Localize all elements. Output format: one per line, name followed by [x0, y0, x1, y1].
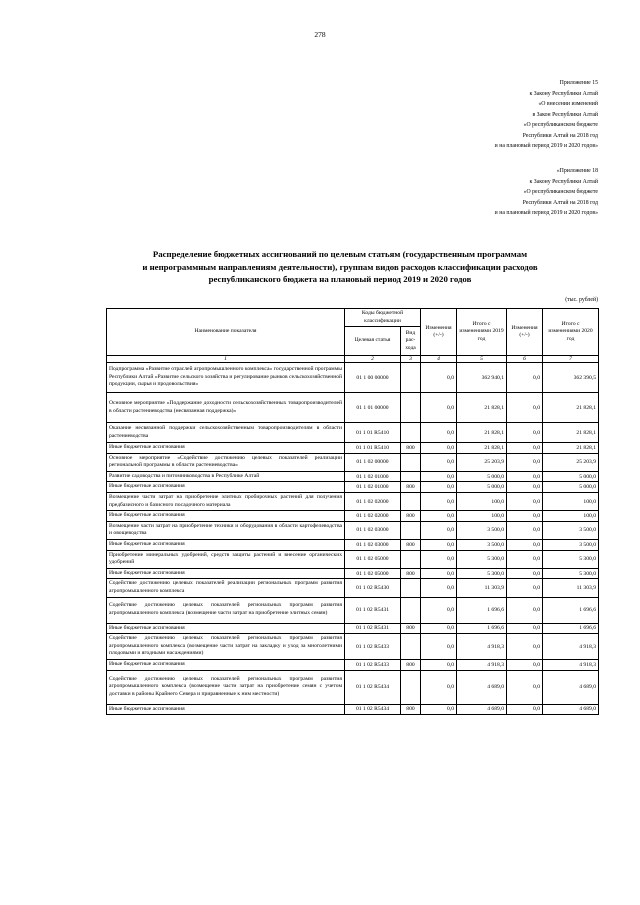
appendix-line: и на плановый период 2019 и 2020 годов» — [494, 143, 598, 149]
row-expense-type: 800 — [401, 623, 421, 634]
row-expense-type — [401, 670, 421, 704]
row-change-2020: 0,0 — [507, 521, 543, 539]
row-expense-type — [401, 579, 421, 597]
table-row — [107, 471, 599, 482]
row-change-2019: 0,0 — [421, 492, 457, 510]
row-total-2020: 1 696,6 — [543, 597, 599, 623]
row-target-code: 01 1 01 00000 — [345, 393, 401, 423]
budget-table — [106, 308, 599, 715]
row-target-code: 01 1 02 R5434 — [345, 704, 401, 715]
row-expense-type: 800 — [401, 511, 421, 522]
row-total-2020: 1 696,6 — [543, 623, 599, 634]
row-target-code: 01 1 02 R5430 — [345, 579, 401, 597]
table-row — [107, 521, 599, 539]
table-row — [107, 550, 599, 568]
appendix-line: «Приложение 18 — [556, 168, 598, 174]
row-name: Содействие достижению целевых показателей региональных программ развития агропромышленного комплекса (возмещение части затрат на закладку и уход за многолетними плодовыми и ягодными насаждениями) — [107, 634, 345, 660]
row-change-2020: 0,0 — [507, 660, 543, 671]
row-expense-type — [401, 597, 421, 623]
header-target-article: Целевая статья — [345, 327, 401, 356]
row-change-2020: 0,0 — [507, 393, 543, 423]
title-line: и непрограммным направлениям деятельности), группам видов расходов классификации расходов — [142, 261, 538, 272]
table-row — [107, 492, 599, 510]
row-total-2020: 21 828,1 — [543, 443, 599, 454]
appendix-line: «О республиканском бюджете — [523, 122, 598, 128]
row-change-2020: 0,0 — [507, 443, 543, 454]
appendix-line: к Закону Республики Алтай — [529, 90, 598, 97]
row-total-2019: 1 696,6 — [457, 623, 507, 634]
row-expense-type: 800 — [401, 539, 421, 550]
row-change-2019: 0,0 — [421, 568, 457, 579]
row-total-2020: 100,0 — [543, 511, 599, 522]
row-name: Иные бюджетные ассигнования — [107, 623, 345, 634]
row-target-code: 01 1 02 05000 — [345, 550, 401, 568]
row-change-2020: 0,0 — [507, 511, 543, 522]
row-target-code: 01 1 02 01000 — [345, 471, 401, 482]
table-row — [107, 363, 599, 393]
header-change-2019: Изменения (+/-) — [421, 309, 457, 356]
row-expense-type: 800 — [401, 443, 421, 454]
row-change-2020: 0,0 — [507, 363, 543, 393]
row-total-2019: 21 828,1 — [457, 423, 507, 443]
row-target-code: 01 1 02 05000 — [345, 568, 401, 579]
row-target-code: 01 1 01 R5410 — [345, 423, 401, 443]
row-total-2019: 4 918,3 — [457, 634, 507, 660]
row-name: Иные бюджетные ассигнования — [107, 539, 345, 550]
appendix-18-caption — [495, 166, 598, 219]
row-change-2019: 0,0 — [421, 539, 457, 550]
row-total-2019: 3 500,0 — [457, 539, 507, 550]
table-row — [107, 623, 599, 634]
table-row — [107, 511, 599, 522]
row-name: Иные бюджетные ассигнования — [107, 704, 345, 715]
row-name: Приобретение минеральных удобрений, средств защиты растений и внесение органических удобрений — [107, 550, 345, 568]
row-expense-type: 800 — [401, 660, 421, 671]
row-name: Основное мероприятие «Поддержание доходности сельскохозяйственных товаропроизводителей в области растениеводства (несвязанная поддержка)» — [107, 393, 345, 423]
row-target-code: 01 1 02 02000 — [345, 492, 401, 510]
row-total-2019: 4 689,0 — [457, 704, 507, 715]
table-row — [107, 423, 599, 443]
row-name: Содействие достижению целевых показателей реализации региональных программ развития агропромышленного комплекса — [107, 579, 345, 597]
row-total-2020: 4 918,3 — [543, 634, 599, 660]
appendix-line: к Закону Республики Алтай — [529, 178, 598, 185]
row-expense-type — [401, 363, 421, 393]
column-index: 6 — [507, 356, 543, 363]
row-expense-type: 800 — [401, 704, 421, 715]
page-number: 278 — [314, 30, 326, 39]
row-change-2020: 0,0 — [507, 579, 543, 597]
row-name: Возмещение части затрат на приобретение техники и оборудования в области картофелеводства и овощеводства — [107, 521, 345, 539]
table-row — [107, 670, 599, 704]
appendix-line: Республики Алтай на 2018 год — [522, 132, 598, 139]
row-total-2019: 25 203,9 — [457, 453, 507, 471]
row-total-2020: 362 390,5 — [543, 363, 599, 393]
row-target-code: 01 1 00 00000 — [345, 363, 401, 393]
column-index-row — [107, 356, 599, 363]
row-total-2019: 100,0 — [457, 511, 507, 522]
row-change-2019: 0,0 — [421, 393, 457, 423]
row-name: Основное мероприятие «Содействие достижению целевых показателей реализации региональной программы в области растениеводства» — [107, 453, 345, 471]
column-index: 7 — [543, 356, 599, 363]
table-row — [107, 443, 599, 454]
row-target-code: 01 1 02 03000 — [345, 539, 401, 550]
row-name: Содействие достижению целевых показателей региональных программ развития агропромышленного комплекса (возмещение части затрат на приобретение элитных семян) — [107, 597, 345, 623]
header-change-2020: Изменения (+/-) — [507, 309, 543, 356]
row-change-2019: 0,0 — [421, 521, 457, 539]
row-change-2019: 0,0 — [421, 634, 457, 660]
table-row — [107, 579, 599, 597]
header-total-2020: Итого с изменениями 2020 год — [543, 309, 599, 356]
appendix-line: Республики Алтай на 2018 год — [522, 199, 598, 206]
header-codes: Коды бюджетной классификации — [345, 309, 421, 327]
column-index: 3 — [401, 356, 421, 363]
row-change-2020: 0,0 — [507, 597, 543, 623]
table-row — [107, 704, 599, 715]
row-name: Содействие достижению целевых показателей региональных программ развития агропромышленного комплекса (возмещение части затрат на приобретение семян с учетом доставки в районы Крайнего Севера и приравненные к ним местности) — [107, 670, 345, 704]
header-name: Наименование показателя — [107, 309, 345, 356]
column-index: 2 — [345, 356, 401, 363]
row-change-2019: 0,0 — [421, 482, 457, 493]
row-target-code: 01 1 01 R5410 — [345, 443, 401, 454]
row-change-2019: 0,0 — [421, 623, 457, 634]
row-name: Возмещение части затрат на приобретение элитных пробирочных растений для получения предбазисного и базисного посадочного материала — [107, 492, 345, 510]
row-expense-type — [401, 634, 421, 660]
row-total-2020: 5 300,0 — [543, 568, 599, 579]
table-row — [107, 453, 599, 471]
row-change-2020: 0,0 — [507, 482, 543, 493]
row-total-2020: 4 689,0 — [543, 670, 599, 704]
row-total-2019: 11 303,9 — [457, 579, 507, 597]
row-total-2020: 100,0 — [543, 492, 599, 510]
column-index: 1 — [107, 356, 345, 363]
row-name: Иные бюджетные ассигнования — [107, 443, 345, 454]
row-change-2019: 0,0 — [421, 453, 457, 471]
row-total-2019: 4 918,3 — [457, 660, 507, 671]
appendix-line: Приложение 15 — [559, 80, 598, 86]
row-name: Иные бюджетные ассигнования — [107, 511, 345, 522]
table-body — [107, 363, 599, 715]
row-name: Иные бюджетные ассигнования — [107, 482, 345, 493]
row-target-code: 01 1 02 R5431 — [345, 623, 401, 634]
row-total-2019: 4 689,0 — [457, 670, 507, 704]
row-target-code: 01 1 02 00000 — [345, 453, 401, 471]
appendix-line: и на плановый период 2019 и 2020 годов» — [494, 210, 598, 216]
row-total-2019: 21 828,1 — [457, 393, 507, 423]
document-title — [70, 248, 610, 286]
row-change-2019: 0,0 — [421, 511, 457, 522]
row-total-2020: 25 203,9 — [543, 453, 599, 471]
row-total-2019: 5 000,0 — [457, 482, 507, 493]
column-index: 5 — [457, 356, 507, 363]
row-expense-type — [401, 393, 421, 423]
table-row — [107, 660, 599, 671]
row-name: Иные бюджетные ассигнования — [107, 568, 345, 579]
row-change-2020: 0,0 — [507, 423, 543, 443]
row-change-2020: 0,0 — [507, 670, 543, 704]
row-expense-type — [401, 492, 421, 510]
row-name: Оказание несвязанной поддержки сельскохозяйственным товаропроизводителям в области растениеводства — [107, 423, 345, 443]
row-change-2019: 0,0 — [421, 660, 457, 671]
table-row — [107, 482, 599, 493]
row-change-2020: 0,0 — [507, 539, 543, 550]
row-total-2020: 4 689,0 — [543, 704, 599, 715]
row-change-2020: 0,0 — [507, 453, 543, 471]
row-total-2020: 21 828,1 — [543, 423, 599, 443]
row-total-2019: 21 828,1 — [457, 443, 507, 454]
row-change-2019: 0,0 — [421, 363, 457, 393]
title-line: Распределение бюджетных ассигнований по целевым статьям (государственным программам — [152, 249, 528, 259]
row-change-2019: 0,0 — [421, 550, 457, 568]
column-index: 4 — [421, 356, 457, 363]
row-total-2020: 5 300,0 — [543, 550, 599, 568]
table-row — [107, 568, 599, 579]
row-change-2020: 0,0 — [507, 550, 543, 568]
header-total-2019: Итого с изменениями 2019 год — [457, 309, 507, 356]
row-name: Иные бюджетные ассигнования — [107, 660, 345, 671]
row-expense-type: 800 — [401, 482, 421, 493]
row-change-2020: 0,0 — [507, 492, 543, 510]
row-total-2019: 1 696,6 — [457, 597, 507, 623]
row-expense-type — [401, 550, 421, 568]
row-total-2020: 5 000,0 — [543, 482, 599, 493]
row-change-2020: 0,0 — [507, 634, 543, 660]
row-change-2019: 0,0 — [421, 423, 457, 443]
row-change-2019: 0,0 — [421, 443, 457, 454]
units-label: (тыс. рублей) — [565, 297, 598, 303]
row-target-code: 01 1 02 R5433 — [345, 634, 401, 660]
row-total-2020: 21 828,1 — [543, 393, 599, 423]
row-change-2020: 0,0 — [507, 471, 543, 482]
row-total-2020: 5 000,0 — [543, 471, 599, 482]
appendix-line: в Закон Республики Алтай — [532, 111, 598, 118]
row-target-code: 01 1 02 R5434 — [345, 670, 401, 704]
row-target-code: 01 1 02 02000 — [345, 511, 401, 522]
table-row — [107, 634, 599, 660]
table-row — [107, 393, 599, 423]
row-name: Подпрограмма «Развитие отраслей агропромышленного комплекса» государственной программы Республики Алтай «Развитие сельского хозяйства и регулирование рынков сельскохозяйственной продукции, сырья и продовольствия» — [107, 363, 345, 393]
row-expense-type — [401, 453, 421, 471]
row-change-2019: 0,0 — [421, 597, 457, 623]
row-expense-type — [401, 423, 421, 443]
row-change-2020: 0,0 — [507, 623, 543, 634]
row-total-2019: 5 300,0 — [457, 550, 507, 568]
row-change-2019: 0,0 — [421, 579, 457, 597]
row-change-2020: 0,0 — [507, 568, 543, 579]
row-expense-type: 800 — [401, 568, 421, 579]
row-total-2020: 3 500,0 — [543, 539, 599, 550]
appendix-line: «О республиканском бюджете — [523, 189, 598, 195]
row-target-code: 01 1 02 01000 — [345, 482, 401, 493]
title-line: республиканского бюджета на плановый период 2019 и 2020 годов — [208, 274, 472, 284]
appendix-line: «О внесении изменений — [538, 101, 598, 107]
row-change-2019: 0,0 — [421, 471, 457, 482]
row-total-2019: 5 000,0 — [457, 471, 507, 482]
row-total-2019: 5 300,0 — [457, 568, 507, 579]
row-expense-type — [401, 521, 421, 539]
row-target-code: 01 1 02 03000 — [345, 521, 401, 539]
row-total-2019: 100,0 — [457, 492, 507, 510]
row-total-2019: 362 940,1 — [457, 363, 507, 393]
appendix-15-caption — [495, 78, 598, 152]
row-target-code: 01 1 02 R5433 — [345, 660, 401, 671]
row-expense-type — [401, 471, 421, 482]
row-change-2019: 0,0 — [421, 670, 457, 704]
row-target-code: 01 1 02 R5431 — [345, 597, 401, 623]
header-expense-type: Вид рас-хода — [401, 327, 421, 356]
table-row — [107, 597, 599, 623]
row-name: Развитие садоводства и питомниководства в Республике Алтай — [107, 471, 345, 482]
row-total-2020: 4 918,3 — [543, 660, 599, 671]
row-total-2019: 3 500,0 — [457, 521, 507, 539]
row-total-2020: 11 303,9 — [543, 579, 599, 597]
table-row — [107, 539, 599, 550]
row-total-2020: 3 500,0 — [543, 521, 599, 539]
row-change-2019: 0,0 — [421, 704, 457, 715]
row-change-2020: 0,0 — [507, 704, 543, 715]
